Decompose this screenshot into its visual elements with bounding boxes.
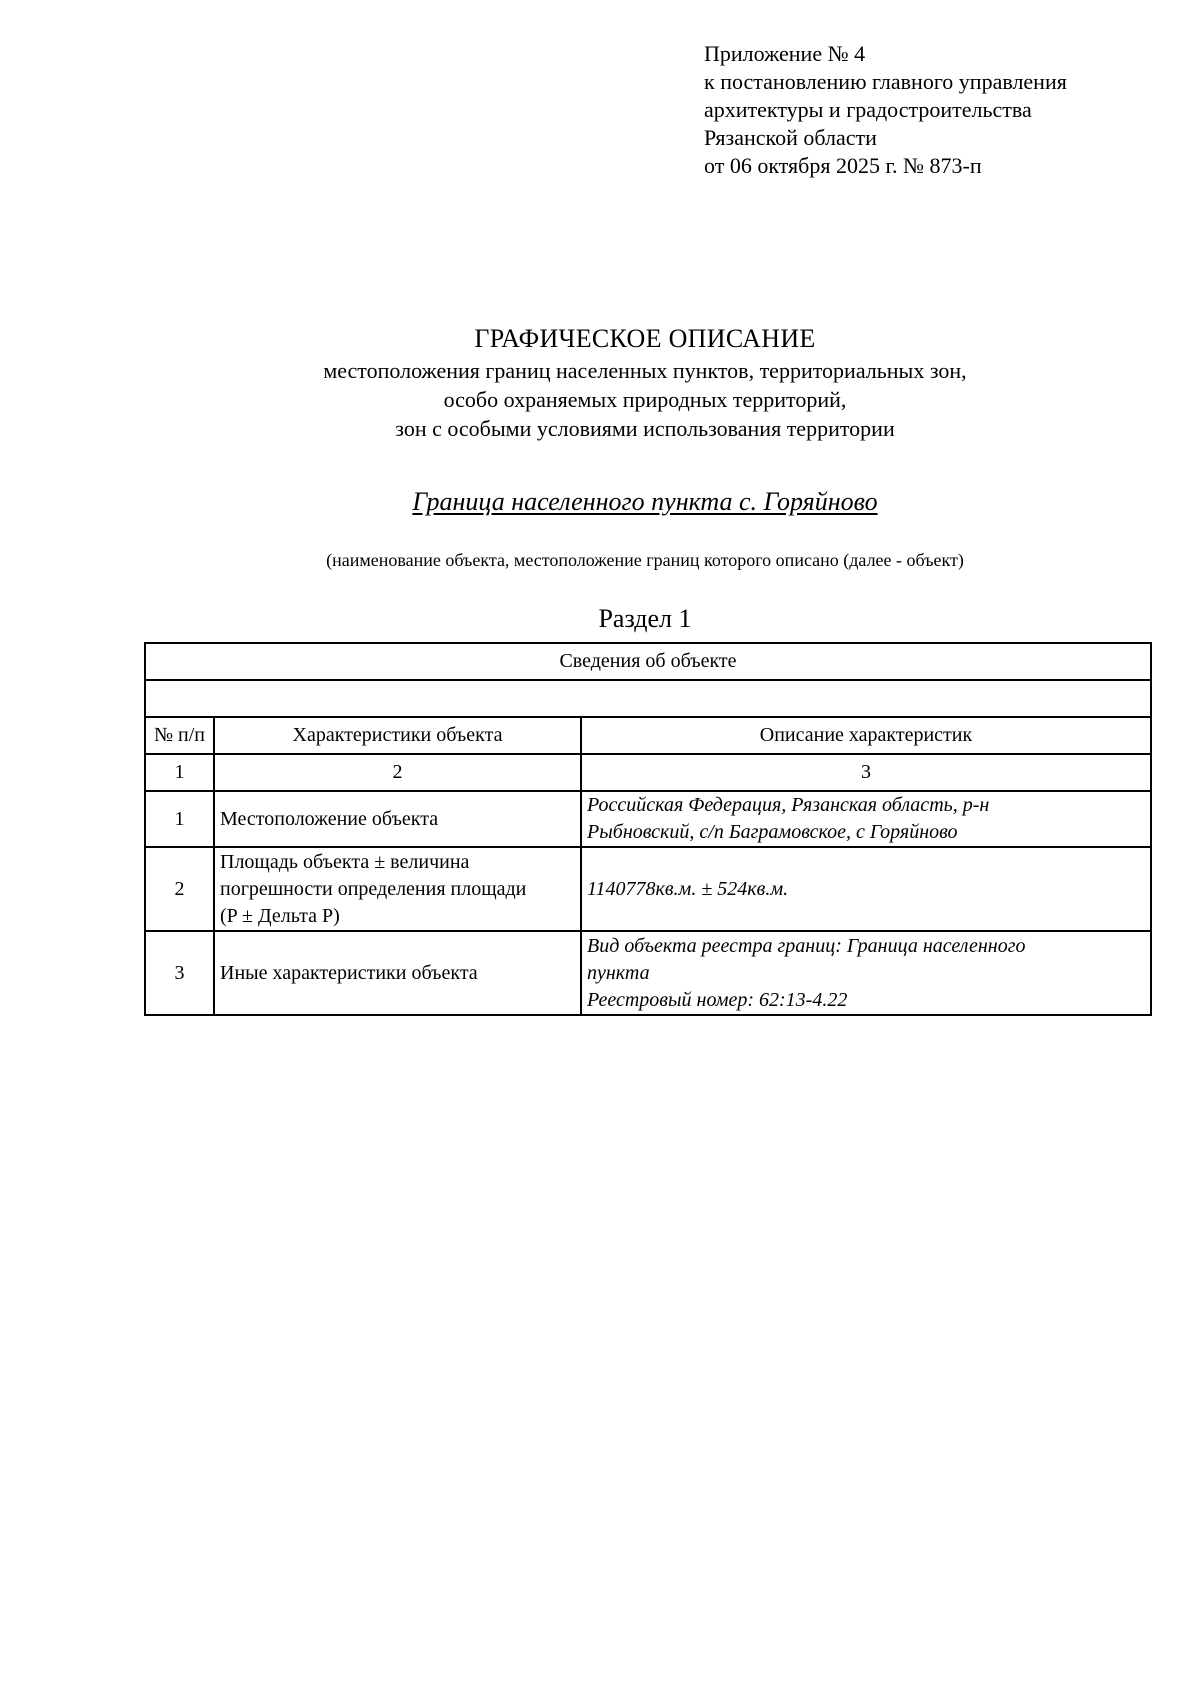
section-title: Раздел 1: [598, 604, 692, 633]
table-empty-cell: [145, 680, 1151, 717]
description-cell: 1140778кв.м. ± 524кв.м.: [581, 847, 1151, 931]
row-number: 3: [145, 931, 214, 1015]
characteristic-line: (P ± Дельта P): [220, 904, 340, 927]
appendix-line: Рязанской области: [704, 125, 877, 150]
column-number: 3: [581, 754, 1151, 791]
description-line: Вид объекта реестра границ: Граница населенного: [587, 934, 1026, 957]
object-name-note: (наименование объекта, местоположение границ которого описано (далее - объект): [326, 550, 964, 570]
object-info-table: [144, 642, 1152, 1016]
subtitle-line: местоположения границ населенных пунктов, территориальных зон,: [323, 358, 967, 383]
appendix-line: Приложение № 4: [704, 41, 866, 66]
row-number: 2: [145, 847, 214, 931]
description-cell: [581, 931, 1151, 1015]
table-empty-row: [145, 680, 1151, 717]
characteristic-line: погрешности определения площади: [220, 877, 527, 900]
characteristic-line: Площадь объекта ± величина: [220, 850, 470, 873]
table-caption: Сведения об объекте: [145, 643, 1151, 680]
table-column-numbers-row: [145, 754, 1151, 791]
appendix-line: архитектуры и градостроительства: [704, 97, 1032, 122]
object-name: Граница населенного пункта с. Горяйново: [412, 487, 878, 516]
column-header: Характеристики объекта: [214, 717, 581, 754]
table-header-row: [145, 717, 1151, 754]
subtitle-line: зон с особыми условиями использования территории: [395, 416, 895, 441]
column-header: Описание характеристик: [581, 717, 1151, 754]
column-number: 1: [145, 754, 214, 791]
appendix-line: к постановлению главного управления: [704, 69, 1067, 94]
subtitle-line: особо охраняемых природных территорий,: [443, 387, 847, 412]
characteristic-cell: [214, 847, 581, 931]
document-title: ГРАФИЧЕСКОЕ ОПИСАНИЕ: [474, 324, 816, 353]
appendix-line: от 06 октября 2025 г. № 873-п: [704, 153, 982, 178]
table-caption-row: [145, 643, 1151, 680]
row-number: 1: [145, 791, 214, 847]
table-row: [145, 791, 1151, 847]
column-header: № п/п: [145, 717, 214, 754]
characteristic-cell: Местоположение объекта: [214, 791, 581, 847]
column-number: 2: [214, 754, 581, 791]
title-block: [140, 322, 1150, 443]
description-cell: [581, 791, 1151, 847]
table-row: [145, 847, 1151, 931]
table-row: [145, 931, 1151, 1015]
description-line: Реестровый номер: 62:13-4.22: [587, 988, 848, 1011]
document-subtitle: [140, 356, 1150, 443]
description-line: пункта: [587, 961, 650, 984]
appendix-header: [704, 40, 1067, 180]
characteristic-cell: Иные характеристики объекта: [214, 931, 581, 1015]
description-line: Российская Федерация, Рязанская область, р-н: [587, 794, 990, 816]
description-line: Рыбновский, с/п Баграмовское, с Горяйново: [587, 821, 958, 843]
